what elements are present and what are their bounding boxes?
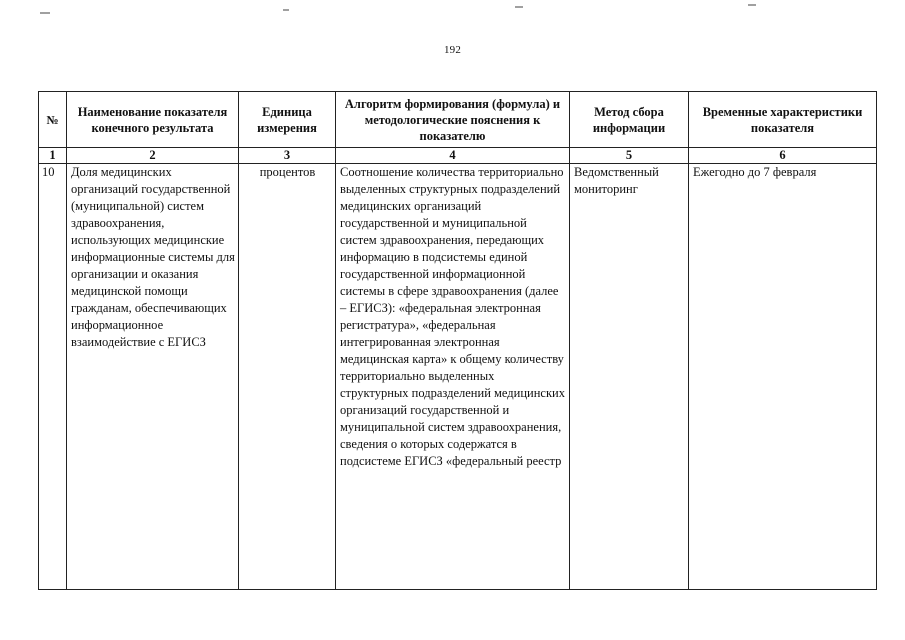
scan-speck <box>515 6 523 8</box>
indicator-name: Доля медицинских организаций государственной (муниципальной) систем здравоохранения, использующих медицинские информационные системы для организации и оказания медицинской помощи гражданам, обеспечивающих информационное взаимодействие с ЕГИСЗ <box>71 165 235 349</box>
header-time-characteristics: Временные характеристики показателя <box>689 92 877 148</box>
algorithm-cell <box>336 164 570 590</box>
page-number: 192 <box>443 44 462 56</box>
indicator-table <box>38 91 877 590</box>
header-indicator-name: Наименование показателя конечного результата <box>67 92 239 148</box>
column-number: 5 <box>570 148 689 164</box>
column-number: 1 <box>39 148 67 164</box>
header-unit: Единица измерения <box>239 92 336 148</box>
algorithm: Соотношение количества территориально выделенных структурных подразделений медицинских организаций государственной и муниципальной систем здравоохранения, передающих информацию в подсистемы единой государственной информационной системы в сфере здравоохранения (далее – ЕГИСЗ): «федеральная электронная регистратура», «федеральная интегрированная электронная медицинская карта» к общему количеству территориально выделенных структурных подразделений медицинских организаций государственной и муниципальной систем здравоохранения, сведения о которых содержатся в подсистеме ЕГИСЗ «федеральный реестр <box>340 165 565 468</box>
unit-cell <box>239 164 336 590</box>
unit: процентов <box>259 165 316 179</box>
collection-method: Ведомственный мониторинг <box>574 165 659 196</box>
table-header-row <box>39 92 877 148</box>
column-number: 2 <box>67 148 239 164</box>
table-row <box>39 164 877 590</box>
column-number: 6 <box>689 148 877 164</box>
timing: Ежегодно до 7 февраля <box>693 165 817 179</box>
column-number: 3 <box>239 148 336 164</box>
collection-method-cell <box>570 164 689 590</box>
row-number: 10 <box>42 165 55 179</box>
column-number-row <box>39 148 877 164</box>
header-collection-method: Метод сбора информации <box>570 92 689 148</box>
header-algorithm: Алгоритм формирования (формула) и методологические пояснения к показателю <box>336 92 570 148</box>
scan-speck <box>40 12 50 14</box>
scan-speck <box>283 9 289 11</box>
column-number: 4 <box>336 148 570 164</box>
scan-speck <box>748 4 756 6</box>
timing-cell <box>689 164 877 590</box>
row-number-cell <box>39 164 67 590</box>
indicator-name-cell <box>67 164 239 590</box>
header-number: № <box>39 92 67 148</box>
